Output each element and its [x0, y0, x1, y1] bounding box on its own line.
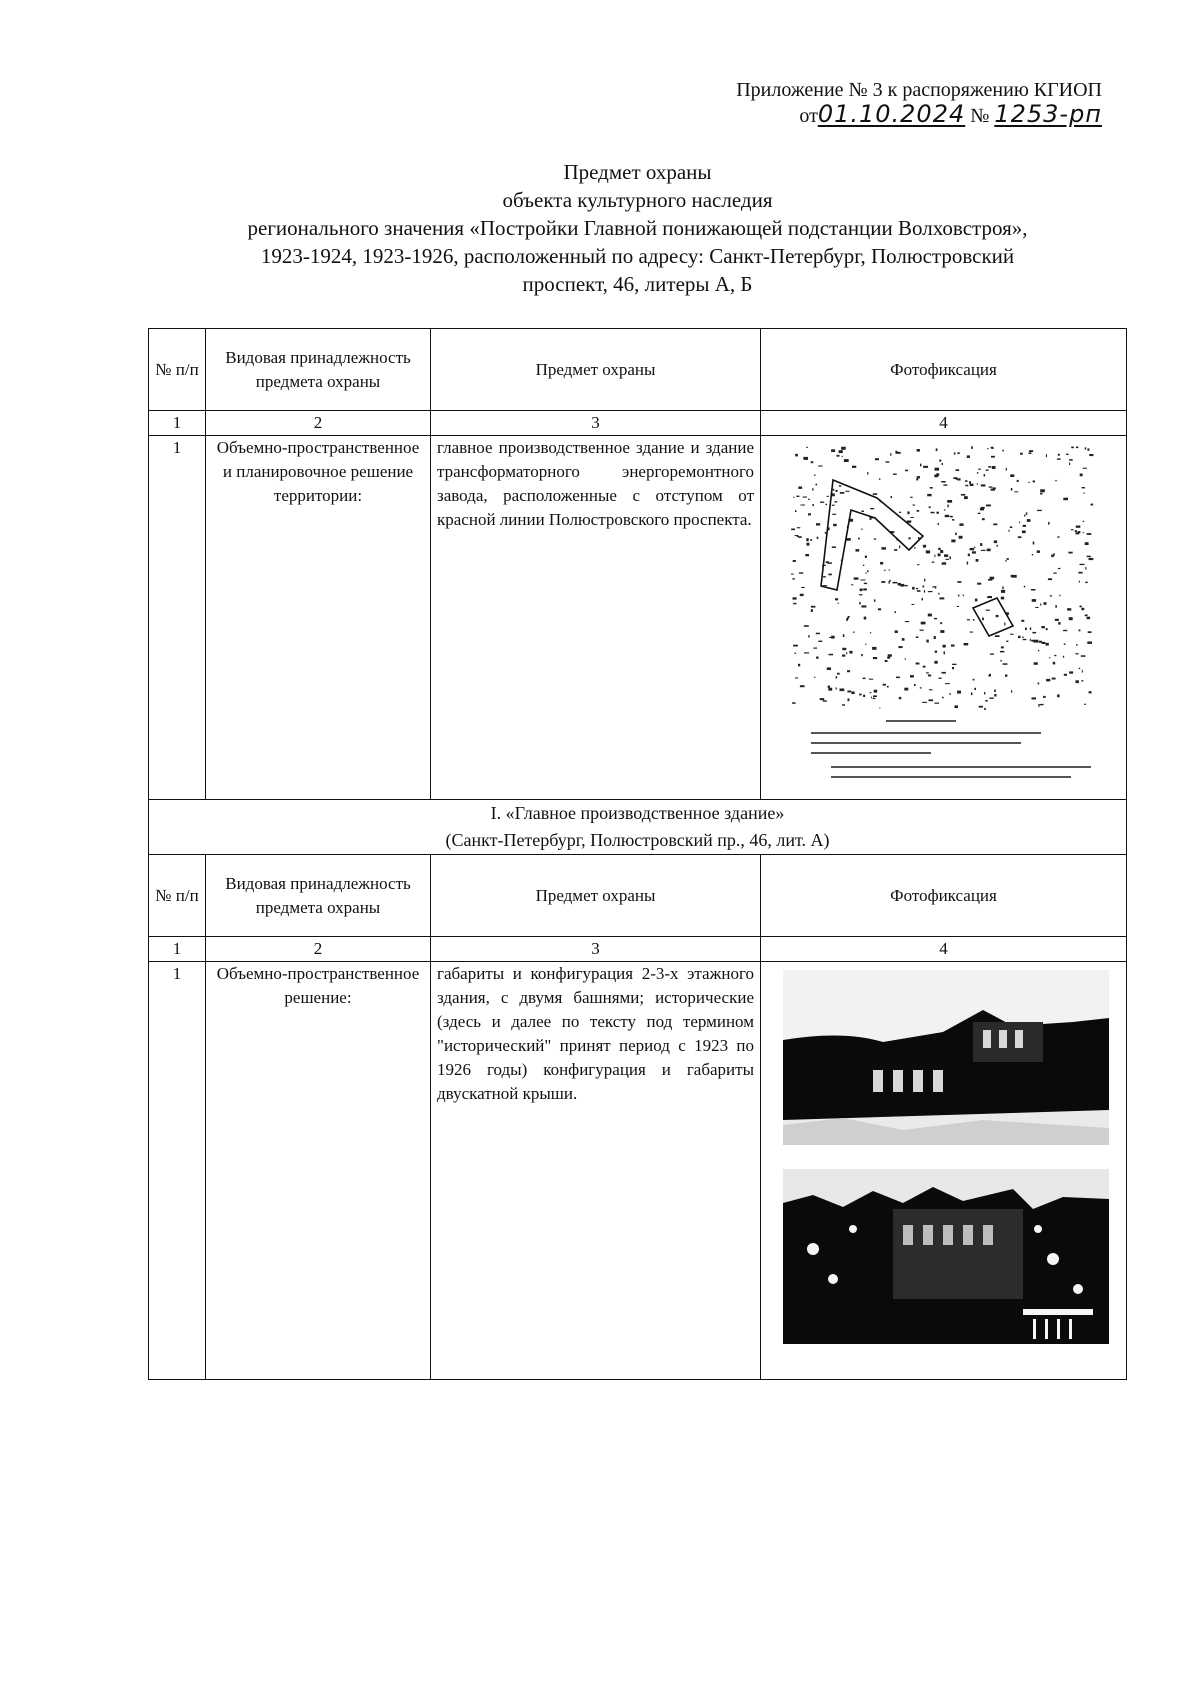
- order-date-prefix: от: [799, 105, 818, 127]
- title-line-2: объекта культурного наследия: [502, 188, 773, 212]
- site-plan-cell: [761, 436, 1127, 800]
- section-title: I. «Главное производственное здание»: [490, 803, 785, 823]
- section-heading: [149, 800, 1127, 855]
- column-number: 2: [206, 937, 431, 962]
- row-type: Объемно-пространственное и планировочное решение территории:: [206, 436, 431, 800]
- order-date: 01.10.2024: [817, 100, 966, 128]
- title-line-3: регионального значения «Постройки Главной понижающей подстанции Волховстроя»,: [247, 216, 1028, 240]
- title-line-5: проспект, 46, литеры А, Б: [522, 272, 753, 296]
- header-number: № п/п: [149, 329, 206, 411]
- table-header-row: [149, 329, 1127, 411]
- column-number: 4: [761, 411, 1127, 436]
- header-subject: Предмет охраны: [431, 855, 761, 937]
- appendix-title: Приложение № 3 к распоряжению КГИОП: [736, 79, 1102, 101]
- protection-table-territory: [148, 328, 1127, 1380]
- order-number-prefix: №: [970, 105, 990, 127]
- appendix-header: [736, 78, 1102, 128]
- column-number: 3: [431, 937, 761, 962]
- column-number-row: [149, 411, 1127, 436]
- header-type: Видовая принадлежность предмета охраны: [206, 855, 431, 937]
- title-line-1: Предмет охраны: [563, 160, 712, 184]
- table-row: [149, 962, 1127, 1380]
- document-title: [150, 158, 1125, 298]
- section-heading-row: [149, 800, 1127, 855]
- title-line-4: 1923-1924, 1923-1926, расположенный по адресу: Санкт-Петербург, Полюстровский: [260, 244, 1015, 268]
- row-type: Объемно-пространственное решение:: [206, 962, 431, 1380]
- table-header-row: [149, 855, 1127, 937]
- column-number: 3: [431, 411, 761, 436]
- section-address: (Санкт-Петербург, Полюстровский пр., 46, лит. А): [445, 830, 830, 850]
- header-photo: Фотофиксация: [761, 855, 1127, 937]
- building-photo-1: [783, 970, 1109, 1145]
- column-number-row: [149, 937, 1127, 962]
- column-number: 1: [149, 937, 206, 962]
- header-number: № п/п: [149, 855, 206, 937]
- header-type: Видовая принадлежность предмета охраны: [206, 329, 431, 411]
- header-photo: Фотофиксация: [761, 329, 1127, 411]
- column-number: 1: [149, 411, 206, 436]
- site-plan-image: [771, 440, 1111, 788]
- order-reference: [736, 102, 1102, 128]
- order-number: 1253-рп: [994, 100, 1102, 128]
- row-subject: главное производственное здание и здание трансформаторного энергоремонтного завода, расположенные с отступом от красной линии Полюстровского проспекта.: [431, 436, 761, 800]
- row-subject: габариты и конфигурация 2-3-х этажного здания, с двумя башнями; исторические (здесь и далее по тексту под термином "исторический" принят период с 1923 по 1926 годы) конфигурация и габариты двускатной крыши.: [431, 962, 761, 1380]
- table-row: [149, 436, 1127, 800]
- row-number: 1: [149, 962, 206, 1380]
- row-number: 1: [149, 436, 206, 800]
- header-subject: Предмет охраны: [431, 329, 761, 411]
- building-photo-2: [783, 1169, 1109, 1344]
- column-number: 4: [761, 937, 1127, 962]
- photo-cell: [761, 962, 1127, 1380]
- column-number: 2: [206, 411, 431, 436]
